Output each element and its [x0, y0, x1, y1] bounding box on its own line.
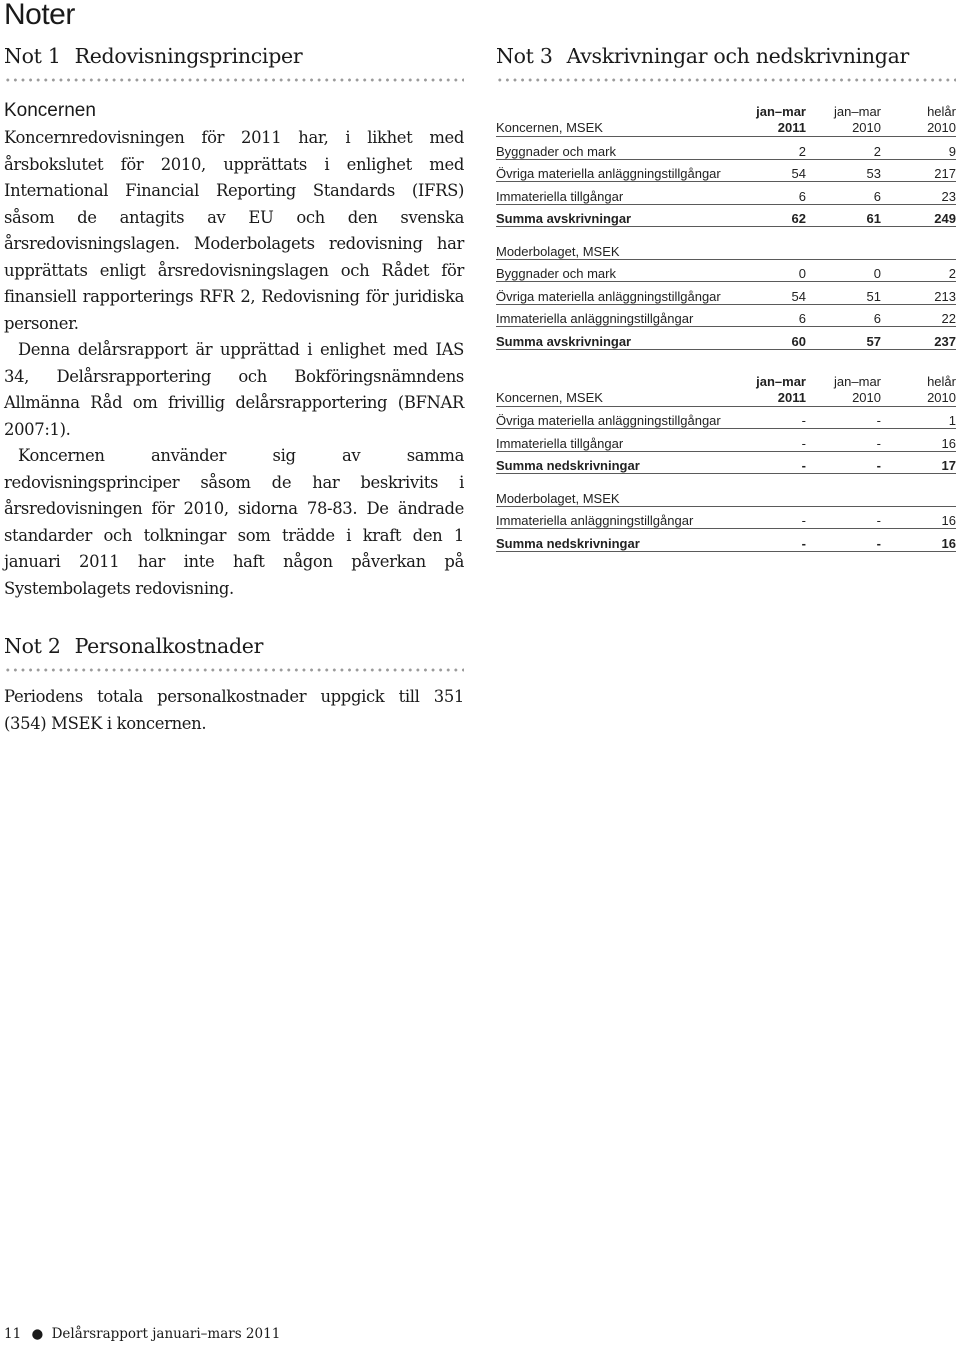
column-header-period: jan–mar: [756, 373, 806, 389]
row-label: Byggnader och mark: [496, 259, 731, 282]
table-total-row: [496, 327, 956, 350]
page-footer: [4, 1326, 280, 1342]
row-label: Övriga materiella anläggningstillgångar: [496, 159, 731, 182]
row-label: Summa avskrivningar: [496, 204, 731, 227]
dotted-divider: [4, 668, 464, 672]
table-header-row: [496, 100, 956, 137]
note-2-paragraph: Periodens totala personalkostnader uppgick till 351 (354) MSEK i koncernen.: [4, 687, 464, 733]
column-header-period: jan–mar: [756, 104, 806, 119]
table-row: [496, 304, 956, 327]
cell-value: 2: [881, 259, 956, 282]
row-label: Immateriella anläggningstillgångar: [496, 304, 731, 327]
cell-value: 53: [806, 159, 881, 182]
cell-value: -: [806, 506, 881, 529]
note-1-paragraph: Koncernen använder sig av samma redovisningsprinciper såsom de har beskrivits i årsredovisningen för 2010, sidorna 78-83. De ändrade standarder och tolkningar som trädde i kraft den 1 januari 2011 har inte haft någon påverkan på Systembolagets redovisning.: [4, 446, 464, 598]
row-label: Summa nedskrivningar: [496, 451, 731, 474]
impairment-table: [496, 370, 956, 552]
cell-value: 9: [881, 137, 956, 160]
column-header-year: 2011: [777, 120, 806, 135]
table-group-label: Koncernen, MSEK: [496, 100, 731, 137]
footer-title: Delårsrapport januari–mars 2011: [51, 1326, 281, 1342]
cell-value: 51: [806, 282, 881, 305]
note-1-number: Not 1: [4, 44, 61, 68]
cell-value: 2: [806, 137, 881, 160]
table-group-row: [496, 227, 956, 260]
note-1-heading: [4, 44, 464, 68]
note-2-heading: [4, 634, 464, 658]
right-column: [496, 44, 956, 552]
cell-value: 16: [881, 506, 956, 529]
column-header-period: jan–mar: [834, 373, 881, 389]
column-header-year: 2010: [852, 389, 881, 405]
cell-value: -: [806, 429, 881, 452]
cell-value: 54: [731, 282, 806, 305]
cell-value: 57: [806, 327, 881, 350]
table-total-row: [496, 529, 956, 552]
note-1-body: [4, 125, 464, 602]
note-1: [4, 44, 464, 602]
row-label: Immateriella tillgångar: [496, 182, 731, 205]
column-header-year: 2010: [927, 389, 956, 405]
cell-value: 6: [806, 182, 881, 205]
cell-value: 217: [881, 159, 956, 182]
note-3-title: Avskrivningar och nedskrivningar: [566, 44, 910, 68]
table-group-label: Moderbolaget, MSEK: [496, 474, 956, 507]
cell-value: -: [731, 429, 806, 452]
cell-value: -: [731, 406, 806, 429]
cell-value: 16: [881, 529, 956, 552]
note-1-paragraph: Denna delårsrapport är upprättad i enlighet med IAS 34, Delårsrapportering och Bokföringsnämndens Allmänna Råd om frivillig delårsrapportering (BFNAR 2007:1).: [4, 340, 464, 439]
note-1-subhead: Koncernen: [4, 100, 96, 121]
cell-value: -: [731, 529, 806, 552]
table-header-row: [496, 370, 956, 407]
dotted-divider: [4, 78, 464, 82]
dotted-divider: [496, 78, 956, 82]
column-header-period: helår: [927, 104, 956, 119]
cell-value: 6: [731, 182, 806, 205]
column-header-year: 2010: [927, 120, 956, 135]
column-header-period: jan–mar: [834, 104, 881, 119]
column-header: [881, 370, 956, 407]
cell-value: 237: [881, 327, 956, 350]
cell-value: 0: [731, 259, 806, 282]
depreciation-table: [496, 100, 956, 350]
column-header: [731, 370, 806, 407]
cell-value: 62: [731, 204, 806, 227]
cell-value: 0: [806, 259, 881, 282]
table-row: [496, 259, 956, 282]
note-3: [496, 44, 956, 552]
row-label: Byggnader och mark: [496, 137, 731, 160]
column-header-period: helår: [927, 373, 956, 389]
row-label: Immateriella tillgångar: [496, 429, 731, 452]
cell-value: 6: [731, 304, 806, 327]
row-label: Immateriella anläggningstillgångar: [496, 506, 731, 529]
table-group-label: Koncernen, MSEK: [496, 370, 731, 407]
cell-value: -: [731, 506, 806, 529]
note-2-body: [4, 684, 464, 737]
cell-value: 22: [881, 304, 956, 327]
cell-value: 6: [806, 304, 881, 327]
note-3-heading: [496, 44, 956, 68]
cell-value: 249: [881, 204, 956, 227]
table-total-row: [496, 451, 956, 474]
column-header: [806, 100, 881, 137]
row-label: Övriga materiella anläggningstillgångar: [496, 282, 731, 305]
table-row: [496, 406, 956, 429]
cell-value: 23: [881, 182, 956, 205]
bullet-icon: ●: [31, 1326, 44, 1342]
note-1-paragraph: Koncernredovisningen för 2011 har, i likhet med årsbokslutet för 2010, upprättats i enlighet med International Financial Reporting Standards (IFRS) såsom de antagits av EU och den svenska årsredovisningslagen. Moderbolagets redovisning har upprättats enligt årsredovisningslagen och Rådet för finansiell rapporterings RFR 2, Redovisning för juridiska personer.: [4, 128, 464, 333]
cell-value: 2: [731, 137, 806, 160]
page-title: Noter: [4, 0, 75, 31]
page-number: 11: [4, 1326, 22, 1342]
cell-value: 16: [881, 429, 956, 452]
cell-value: -: [806, 451, 881, 474]
cell-value: 54: [731, 159, 806, 182]
note-2-title: Personalkostnader: [74, 634, 264, 658]
cell-value: -: [806, 529, 881, 552]
table-group-label: Moderbolaget, MSEK: [496, 227, 956, 260]
table-row: [496, 506, 956, 529]
column-header: [731, 100, 806, 137]
cell-value: 1: [881, 406, 956, 429]
cell-value: 60: [731, 327, 806, 350]
note-1-title: Redovisningsprinciper: [74, 44, 303, 68]
table-row: [496, 429, 956, 452]
table-row: [496, 137, 956, 160]
column-header: [806, 370, 881, 407]
row-label: Summa avskrivningar: [496, 327, 731, 350]
table-row: [496, 282, 956, 305]
column-header-year: 2010: [852, 120, 881, 135]
table-total-row: [496, 204, 956, 227]
table-row: [496, 182, 956, 205]
table-row: [496, 159, 956, 182]
left-column: [4, 44, 464, 737]
row-label: Övriga materiella anläggningstillgångar: [496, 406, 731, 429]
cell-value: -: [806, 406, 881, 429]
note-3-number: Not 3: [496, 44, 553, 68]
cell-value: 17: [881, 451, 956, 474]
row-label: Summa nedskrivningar: [496, 529, 731, 552]
cell-value: 213: [881, 282, 956, 305]
table-group-row: [496, 474, 956, 507]
note-2-number: Not 2: [4, 634, 61, 658]
column-header: [881, 100, 956, 137]
cell-value: -: [731, 451, 806, 474]
column-header-year: 2011: [777, 389, 806, 405]
note-2: [4, 634, 464, 737]
cell-value: 61: [806, 204, 881, 227]
